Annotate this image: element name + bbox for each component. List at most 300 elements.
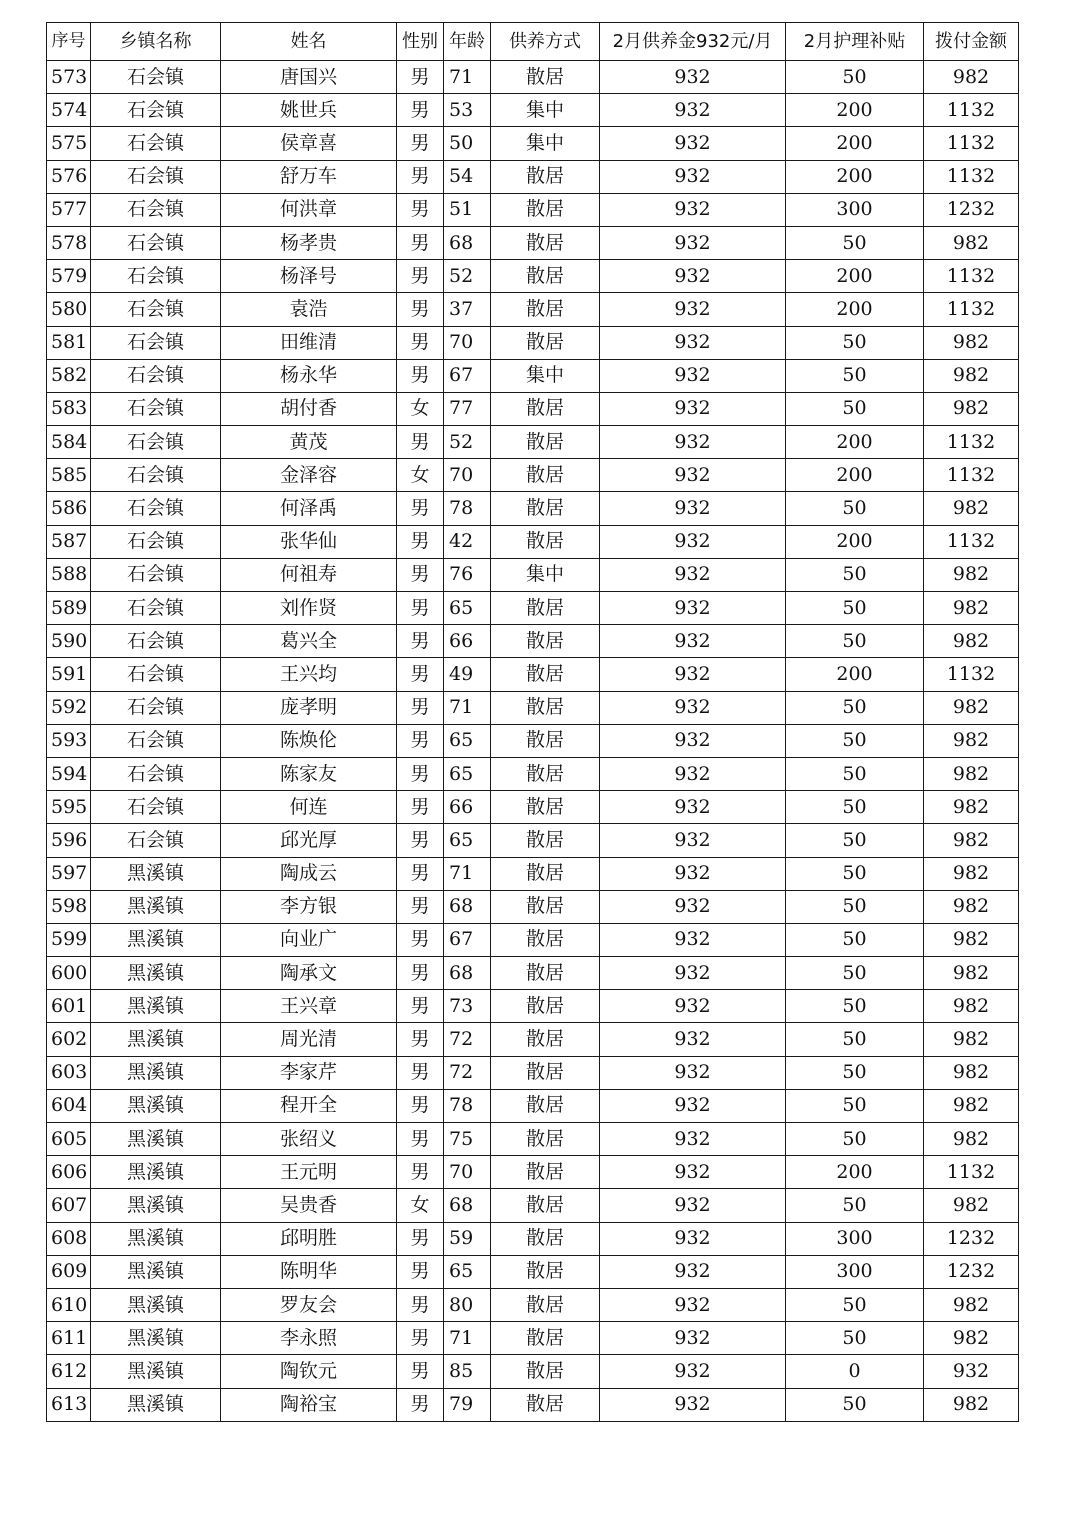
seq-cell: 594 xyxy=(47,757,91,790)
table-row xyxy=(47,658,1019,691)
support-fund-cell: 932 xyxy=(600,426,786,459)
name-cell: 陈焕伦 xyxy=(221,724,397,757)
support-type-cell: 散居 xyxy=(491,226,600,259)
age-cell: 71 xyxy=(444,857,491,890)
town-cell: 石会镇 xyxy=(91,359,221,392)
gender-cell: 男 xyxy=(397,426,444,459)
age-cell: 75 xyxy=(444,1123,491,1156)
care-subsidy-cell: 200 xyxy=(786,525,924,558)
town-cell: 黑溪镇 xyxy=(91,857,221,890)
care-subsidy-cell: 50 xyxy=(786,1288,924,1321)
header-care-subsidy: 2月护理补贴 xyxy=(786,23,924,61)
total-amount-cell: 982 xyxy=(924,1189,1019,1222)
seq-cell: 588 xyxy=(47,558,91,591)
care-subsidy-cell: 50 xyxy=(786,691,924,724)
gender-cell: 女 xyxy=(397,392,444,425)
total-amount-cell: 982 xyxy=(924,691,1019,724)
support-fund-cell: 932 xyxy=(600,1123,786,1156)
total-amount-cell: 982 xyxy=(924,957,1019,990)
name-cell: 黄茂 xyxy=(221,426,397,459)
total-amount-cell: 1132 xyxy=(924,260,1019,293)
town-cell: 石会镇 xyxy=(91,492,221,525)
care-subsidy-cell: 50 xyxy=(786,592,924,625)
total-amount-cell: 982 xyxy=(924,226,1019,259)
table-row xyxy=(47,492,1019,525)
town-cell: 石会镇 xyxy=(91,293,221,326)
name-cell: 田维清 xyxy=(221,326,397,359)
header-gender: 性别 xyxy=(397,23,444,61)
header-row xyxy=(47,23,1019,61)
age-cell: 52 xyxy=(444,426,491,459)
town-cell: 石会镇 xyxy=(91,691,221,724)
age-cell: 71 xyxy=(444,1322,491,1355)
total-amount-cell: 982 xyxy=(924,857,1019,890)
table-row xyxy=(47,459,1019,492)
total-amount-cell: 1232 xyxy=(924,1222,1019,1255)
age-cell: 37 xyxy=(444,293,491,326)
town-cell: 石会镇 xyxy=(91,127,221,160)
age-cell: 79 xyxy=(444,1388,491,1421)
name-cell: 舒万车 xyxy=(221,160,397,193)
care-subsidy-cell: 50 xyxy=(786,1089,924,1122)
table-row xyxy=(47,592,1019,625)
name-cell: 陶成云 xyxy=(221,857,397,890)
care-subsidy-cell: 200 xyxy=(786,260,924,293)
name-cell: 陶钦元 xyxy=(221,1355,397,1388)
seq-cell: 586 xyxy=(47,492,91,525)
support-fund-cell: 932 xyxy=(600,392,786,425)
age-cell: 68 xyxy=(444,226,491,259)
total-amount-cell: 982 xyxy=(924,1123,1019,1156)
total-amount-cell: 1132 xyxy=(924,127,1019,160)
age-cell: 59 xyxy=(444,1222,491,1255)
header-support-type: 供养方式 xyxy=(491,23,600,61)
table-row xyxy=(47,359,1019,392)
seq-cell: 607 xyxy=(47,1189,91,1222)
town-cell: 石会镇 xyxy=(91,757,221,790)
care-subsidy-cell: 300 xyxy=(786,1222,924,1255)
town-cell: 石会镇 xyxy=(91,724,221,757)
seq-cell: 595 xyxy=(47,791,91,824)
care-subsidy-cell: 50 xyxy=(786,226,924,259)
support-fund-cell: 932 xyxy=(600,1189,786,1222)
table-row xyxy=(47,1355,1019,1388)
support-fund-cell: 932 xyxy=(600,459,786,492)
support-type-cell: 散居 xyxy=(491,1388,600,1421)
gender-cell: 男 xyxy=(397,1388,444,1421)
age-cell: 71 xyxy=(444,61,491,94)
gender-cell: 男 xyxy=(397,1255,444,1288)
name-cell: 邱光厚 xyxy=(221,824,397,857)
town-cell: 石会镇 xyxy=(91,824,221,857)
age-cell: 51 xyxy=(444,193,491,226)
age-cell: 67 xyxy=(444,923,491,956)
age-cell: 66 xyxy=(444,625,491,658)
seq-cell: 604 xyxy=(47,1089,91,1122)
support-fund-cell: 932 xyxy=(600,193,786,226)
header-name: 姓名 xyxy=(221,23,397,61)
care-subsidy-cell: 300 xyxy=(786,193,924,226)
support-fund-cell: 932 xyxy=(600,1255,786,1288)
gender-cell: 男 xyxy=(397,61,444,94)
support-type-cell: 散居 xyxy=(491,1222,600,1255)
name-cell: 王兴章 xyxy=(221,990,397,1023)
care-subsidy-cell: 200 xyxy=(786,293,924,326)
age-cell: 67 xyxy=(444,359,491,392)
name-cell: 金泽容 xyxy=(221,459,397,492)
gender-cell: 男 xyxy=(397,957,444,990)
care-subsidy-cell: 50 xyxy=(786,857,924,890)
header-total-amount: 拨付金额 xyxy=(924,23,1019,61)
town-cell: 黑溪镇 xyxy=(91,1388,221,1421)
gender-cell: 男 xyxy=(397,1355,444,1388)
name-cell: 唐国兴 xyxy=(221,61,397,94)
name-cell: 李方银 xyxy=(221,890,397,923)
support-fund-cell: 932 xyxy=(600,1156,786,1189)
town-cell: 石会镇 xyxy=(91,392,221,425)
age-cell: 85 xyxy=(444,1355,491,1388)
total-amount-cell: 1132 xyxy=(924,1156,1019,1189)
seq-cell: 612 xyxy=(47,1355,91,1388)
support-fund-cell: 932 xyxy=(600,957,786,990)
support-type-cell: 散居 xyxy=(491,724,600,757)
total-amount-cell: 1132 xyxy=(924,525,1019,558)
name-cell: 罗友会 xyxy=(221,1288,397,1321)
care-subsidy-cell: 50 xyxy=(786,1123,924,1156)
name-cell: 向业广 xyxy=(221,923,397,956)
age-cell: 42 xyxy=(444,525,491,558)
age-cell: 72 xyxy=(444,1023,491,1056)
town-cell: 黑溪镇 xyxy=(91,1089,221,1122)
support-type-cell: 散居 xyxy=(491,1056,600,1089)
support-fund-cell: 932 xyxy=(600,625,786,658)
name-cell: 葛兴全 xyxy=(221,625,397,658)
care-subsidy-cell: 200 xyxy=(786,127,924,160)
name-cell: 王兴均 xyxy=(221,658,397,691)
age-cell: 65 xyxy=(444,824,491,857)
care-subsidy-cell: 200 xyxy=(786,1156,924,1189)
town-cell: 石会镇 xyxy=(91,525,221,558)
support-fund-cell: 932 xyxy=(600,1322,786,1355)
table-row xyxy=(47,127,1019,160)
care-subsidy-cell: 50 xyxy=(786,558,924,591)
age-cell: 70 xyxy=(444,459,491,492)
table-row xyxy=(47,260,1019,293)
age-cell: 80 xyxy=(444,1288,491,1321)
gender-cell: 男 xyxy=(397,1288,444,1321)
age-cell: 65 xyxy=(444,724,491,757)
support-type-cell: 散居 xyxy=(491,426,600,459)
seq-cell: 579 xyxy=(47,260,91,293)
seq-cell: 577 xyxy=(47,193,91,226)
seq-cell: 601 xyxy=(47,990,91,1023)
total-amount-cell: 932 xyxy=(924,1355,1019,1388)
care-subsidy-cell: 50 xyxy=(786,890,924,923)
support-type-cell: 散居 xyxy=(491,1123,600,1156)
gender-cell: 男 xyxy=(397,923,444,956)
seq-cell: 598 xyxy=(47,890,91,923)
table-row xyxy=(47,724,1019,757)
seq-cell: 591 xyxy=(47,658,91,691)
name-cell: 刘作贤 xyxy=(221,592,397,625)
support-type-cell: 散居 xyxy=(491,824,600,857)
total-amount-cell: 1132 xyxy=(924,459,1019,492)
gender-cell: 男 xyxy=(397,558,444,591)
seq-cell: 597 xyxy=(47,857,91,890)
support-fund-cell: 932 xyxy=(600,1089,786,1122)
header-support-fund: 2月供养金932元/月 xyxy=(600,23,786,61)
table-row xyxy=(47,757,1019,790)
table-row xyxy=(47,890,1019,923)
gender-cell: 男 xyxy=(397,326,444,359)
support-type-cell: 集中 xyxy=(491,558,600,591)
name-cell: 胡付香 xyxy=(221,392,397,425)
town-cell: 黑溪镇 xyxy=(91,890,221,923)
seq-cell: 602 xyxy=(47,1023,91,1056)
support-fund-cell: 932 xyxy=(600,824,786,857)
table-row xyxy=(47,1388,1019,1421)
care-subsidy-cell: 50 xyxy=(786,923,924,956)
table-row xyxy=(47,326,1019,359)
age-cell: 50 xyxy=(444,127,491,160)
support-type-cell: 散居 xyxy=(491,791,600,824)
care-subsidy-cell: 50 xyxy=(786,791,924,824)
support-type-cell: 散居 xyxy=(491,459,600,492)
total-amount-cell: 982 xyxy=(924,492,1019,525)
support-fund-cell: 932 xyxy=(600,492,786,525)
town-cell: 石会镇 xyxy=(91,94,221,127)
total-amount-cell: 1232 xyxy=(924,1255,1019,1288)
support-fund-cell: 932 xyxy=(600,658,786,691)
town-cell: 石会镇 xyxy=(91,791,221,824)
total-amount-cell: 982 xyxy=(924,1322,1019,1355)
name-cell: 李家芹 xyxy=(221,1056,397,1089)
table-row xyxy=(47,791,1019,824)
table-row xyxy=(47,160,1019,193)
care-subsidy-cell: 50 xyxy=(786,1023,924,1056)
support-fund-cell: 932 xyxy=(600,525,786,558)
support-type-cell: 散居 xyxy=(491,857,600,890)
gender-cell: 男 xyxy=(397,592,444,625)
gender-cell: 男 xyxy=(397,1089,444,1122)
table-row xyxy=(47,1023,1019,1056)
table-row xyxy=(47,691,1019,724)
care-subsidy-cell: 50 xyxy=(786,326,924,359)
name-cell: 陈家友 xyxy=(221,757,397,790)
seq-cell: 609 xyxy=(47,1255,91,1288)
care-subsidy-cell: 0 xyxy=(786,1355,924,1388)
name-cell: 陈明华 xyxy=(221,1255,397,1288)
total-amount-cell: 982 xyxy=(924,923,1019,956)
support-fund-cell: 932 xyxy=(600,1222,786,1255)
age-cell: 68 xyxy=(444,1189,491,1222)
town-cell: 石会镇 xyxy=(91,658,221,691)
care-subsidy-cell: 200 xyxy=(786,160,924,193)
support-fund-cell: 932 xyxy=(600,757,786,790)
support-type-cell: 散居 xyxy=(491,525,600,558)
total-amount-cell: 982 xyxy=(924,824,1019,857)
support-type-cell: 散居 xyxy=(491,625,600,658)
town-cell: 黑溪镇 xyxy=(91,1322,221,1355)
town-cell: 黑溪镇 xyxy=(91,1056,221,1089)
town-cell: 石会镇 xyxy=(91,558,221,591)
table-row xyxy=(47,94,1019,127)
total-amount-cell: 982 xyxy=(924,990,1019,1023)
care-subsidy-cell: 200 xyxy=(786,94,924,127)
age-cell: 73 xyxy=(444,990,491,1023)
total-amount-cell: 1132 xyxy=(924,426,1019,459)
support-type-cell: 散居 xyxy=(491,1322,600,1355)
support-type-cell: 散居 xyxy=(491,293,600,326)
total-amount-cell: 982 xyxy=(924,724,1019,757)
town-cell: 石会镇 xyxy=(91,260,221,293)
table-row xyxy=(47,625,1019,658)
total-amount-cell: 982 xyxy=(924,791,1019,824)
total-amount-cell: 1132 xyxy=(924,658,1019,691)
support-fund-cell: 932 xyxy=(600,260,786,293)
table-row xyxy=(47,293,1019,326)
seq-cell: 599 xyxy=(47,923,91,956)
support-type-cell: 集中 xyxy=(491,127,600,160)
support-fund-cell: 932 xyxy=(600,558,786,591)
support-type-cell: 散居 xyxy=(491,757,600,790)
age-cell: 49 xyxy=(444,658,491,691)
gender-cell: 男 xyxy=(397,691,444,724)
gender-cell: 男 xyxy=(397,193,444,226)
name-cell: 何连 xyxy=(221,791,397,824)
name-cell: 何泽禹 xyxy=(221,492,397,525)
seq-cell: 576 xyxy=(47,160,91,193)
age-cell: 53 xyxy=(444,94,491,127)
seq-cell: 582 xyxy=(47,359,91,392)
table-row xyxy=(47,392,1019,425)
gender-cell: 男 xyxy=(397,658,444,691)
name-cell: 袁浩 xyxy=(221,293,397,326)
name-cell: 邱明胜 xyxy=(221,1222,397,1255)
seq-cell: 596 xyxy=(47,824,91,857)
town-cell: 黑溪镇 xyxy=(91,1355,221,1388)
age-cell: 72 xyxy=(444,1056,491,1089)
name-cell: 杨孝贵 xyxy=(221,226,397,259)
care-subsidy-cell: 50 xyxy=(786,990,924,1023)
table-row xyxy=(47,226,1019,259)
gender-cell: 男 xyxy=(397,1123,444,1156)
name-cell: 侯章喜 xyxy=(221,127,397,160)
town-cell: 石会镇 xyxy=(91,193,221,226)
name-cell: 张华仙 xyxy=(221,525,397,558)
welfare-payment-table xyxy=(46,22,1019,1422)
seq-cell: 573 xyxy=(47,61,91,94)
seq-cell: 575 xyxy=(47,127,91,160)
age-cell: 70 xyxy=(444,1156,491,1189)
support-fund-cell: 932 xyxy=(600,359,786,392)
support-fund-cell: 932 xyxy=(600,127,786,160)
gender-cell: 男 xyxy=(397,1156,444,1189)
seq-cell: 600 xyxy=(47,957,91,990)
gender-cell: 女 xyxy=(397,1189,444,1222)
name-cell: 陶裕宝 xyxy=(221,1388,397,1421)
seq-cell: 608 xyxy=(47,1222,91,1255)
gender-cell: 男 xyxy=(397,1222,444,1255)
town-cell: 黑溪镇 xyxy=(91,1156,221,1189)
seq-cell: 578 xyxy=(47,226,91,259)
table-row xyxy=(47,824,1019,857)
seq-cell: 590 xyxy=(47,625,91,658)
care-subsidy-cell: 50 xyxy=(786,1388,924,1421)
table-row xyxy=(47,1322,1019,1355)
town-cell: 石会镇 xyxy=(91,625,221,658)
support-fund-cell: 932 xyxy=(600,1023,786,1056)
age-cell: 66 xyxy=(444,791,491,824)
support-type-cell: 散居 xyxy=(491,1156,600,1189)
support-type-cell: 集中 xyxy=(491,94,600,127)
age-cell: 65 xyxy=(444,592,491,625)
support-type-cell: 散居 xyxy=(491,923,600,956)
support-type-cell: 散居 xyxy=(491,1288,600,1321)
town-cell: 黑溪镇 xyxy=(91,1123,221,1156)
care-subsidy-cell: 50 xyxy=(786,392,924,425)
age-cell: 77 xyxy=(444,392,491,425)
seq-cell: 603 xyxy=(47,1056,91,1089)
seq-cell: 581 xyxy=(47,326,91,359)
total-amount-cell: 982 xyxy=(924,326,1019,359)
town-cell: 黑溪镇 xyxy=(91,1023,221,1056)
name-cell: 何洪章 xyxy=(221,193,397,226)
gender-cell: 男 xyxy=(397,293,444,326)
age-cell: 71 xyxy=(444,691,491,724)
age-cell: 68 xyxy=(444,890,491,923)
table-row xyxy=(47,923,1019,956)
header-town: 乡镇名称 xyxy=(91,23,221,61)
support-type-cell: 散居 xyxy=(491,1355,600,1388)
seq-cell: 610 xyxy=(47,1288,91,1321)
care-subsidy-cell: 200 xyxy=(786,426,924,459)
seq-cell: 585 xyxy=(47,459,91,492)
town-cell: 黑溪镇 xyxy=(91,1222,221,1255)
support-fund-cell: 932 xyxy=(600,1355,786,1388)
care-subsidy-cell: 50 xyxy=(786,1189,924,1222)
header-age: 年龄 xyxy=(444,23,491,61)
care-subsidy-cell: 50 xyxy=(786,1322,924,1355)
seq-cell: 580 xyxy=(47,293,91,326)
table-row xyxy=(47,1089,1019,1122)
total-amount-cell: 982 xyxy=(924,1089,1019,1122)
table-row xyxy=(47,957,1019,990)
gender-cell: 男 xyxy=(397,1023,444,1056)
support-type-cell: 散居 xyxy=(491,61,600,94)
town-cell: 黑溪镇 xyxy=(91,1189,221,1222)
support-type-cell: 集中 xyxy=(491,359,600,392)
seq-cell: 574 xyxy=(47,94,91,127)
town-cell: 黑溪镇 xyxy=(91,957,221,990)
support-fund-cell: 932 xyxy=(600,293,786,326)
name-cell: 吴贵香 xyxy=(221,1189,397,1222)
seq-cell: 587 xyxy=(47,525,91,558)
support-type-cell: 散居 xyxy=(491,990,600,1023)
total-amount-cell: 982 xyxy=(924,1056,1019,1089)
name-cell: 陶承文 xyxy=(221,957,397,990)
table-body xyxy=(47,61,1019,1422)
gender-cell: 女 xyxy=(397,459,444,492)
age-cell: 54 xyxy=(444,160,491,193)
support-type-cell: 散居 xyxy=(491,1023,600,1056)
table-row xyxy=(47,1189,1019,1222)
table-row xyxy=(47,61,1019,94)
seq-cell: 593 xyxy=(47,724,91,757)
total-amount-cell: 1132 xyxy=(924,94,1019,127)
table-row xyxy=(47,558,1019,591)
care-subsidy-cell: 50 xyxy=(786,1056,924,1089)
